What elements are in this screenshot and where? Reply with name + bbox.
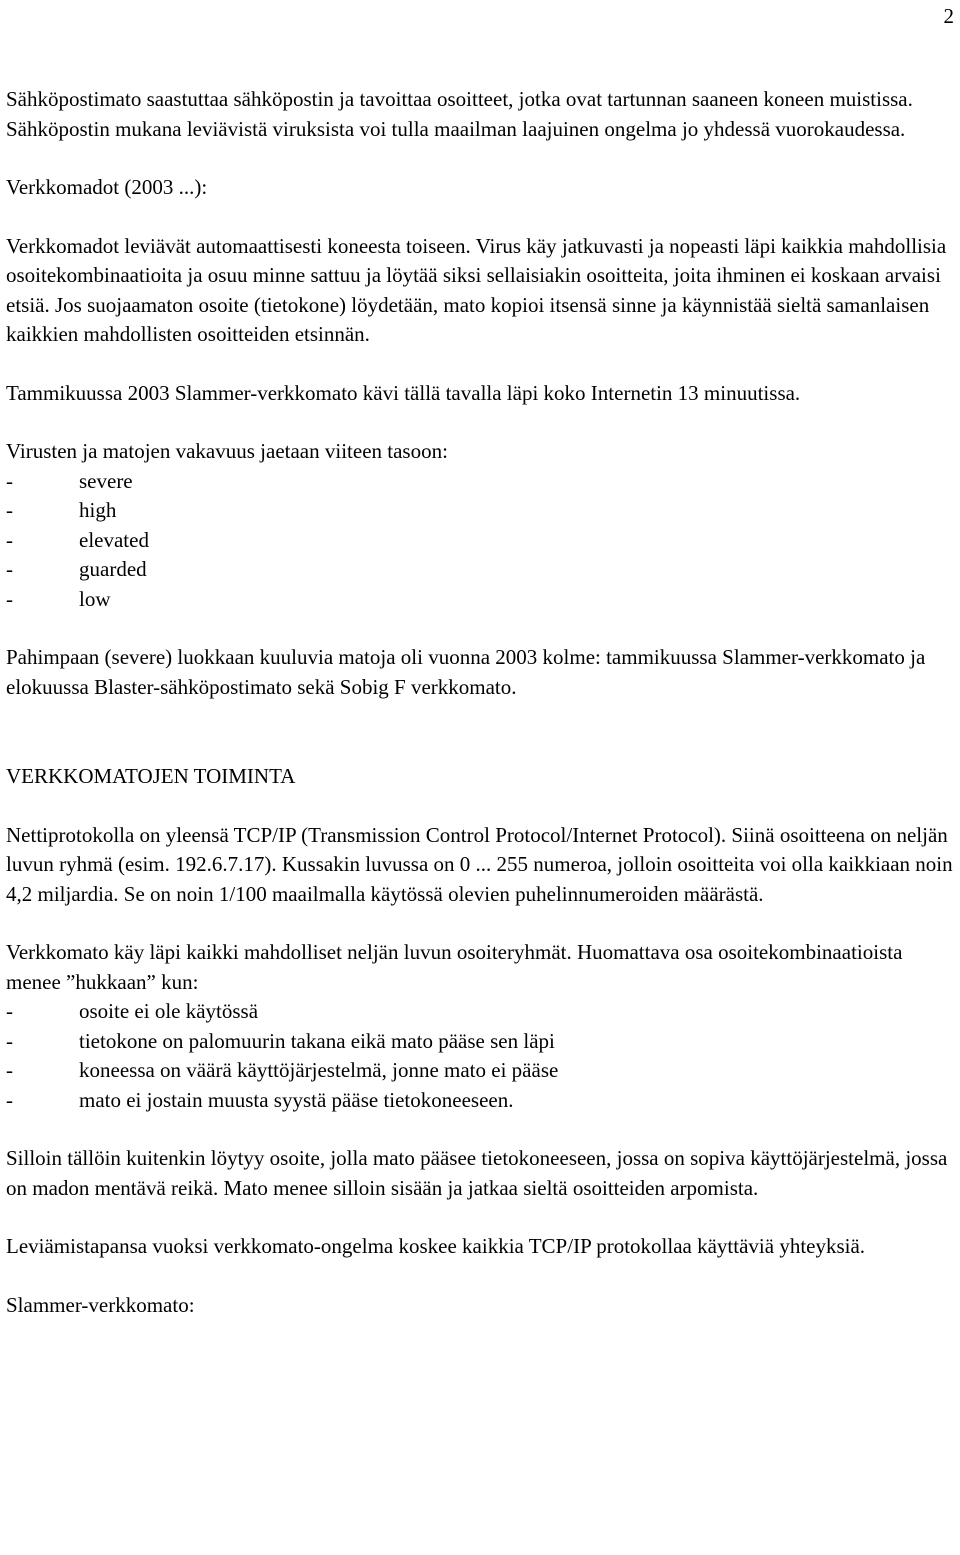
severity-level: elevated bbox=[79, 527, 149, 552]
dash-bullet: - bbox=[6, 586, 13, 611]
dash-bullet: - bbox=[6, 999, 13, 1023]
dash-bullet: - bbox=[6, 1087, 13, 1112]
paragraph-address-groups: Verkkomato käy läpi kaikki mahdolliset neljän luvun osoiteryhmät. Huomattava osa osoitekombinaatioista menee ”hukkaan” kun: bbox=[6, 940, 903, 994]
dash-bullet: - bbox=[6, 498, 13, 522]
dash-bullet: - bbox=[6, 557, 13, 581]
dash-bullet: - bbox=[6, 468, 13, 493]
list-item bbox=[6, 1056, 954, 1086]
list-item bbox=[6, 467, 954, 497]
dash-bullet: - bbox=[6, 1028, 13, 1053]
list-item bbox=[6, 555, 954, 585]
paragraph-tcp-ip-scope: Leviämistapansa vuoksi verkkomato-ongelma koskee kaikkia TCP/IP protokollaa käyttäviä yhteyksiä. bbox=[6, 1234, 866, 1258]
paragraph-tcp-ip: Nettiprotokolla on yleensä TCP/IP (Transmission Control Protocol/Internet Protocol). Siinä osoitteena on neljän luvun ryhmä (esim. 192.6.7.17). Kussakin luvussa on 0 ... 255 numeroa, jolloin osoitteita voi olla kaikkiaan noin 4,2 miljardia. Se on noin 1/100 maailmalla käytössä olevien puhelinnumeroiden määrästä. bbox=[6, 822, 953, 906]
severity-level: high bbox=[79, 498, 117, 522]
list-item bbox=[6, 1027, 954, 1057]
document-body bbox=[6, 85, 954, 1320]
paragraph-network-worms-title: Verkkomadot (2003 ...): bbox=[6, 175, 208, 199]
lost-reason: koneessa on väärä käyttöjärjestelmä, jonne mato ei pääse bbox=[79, 1058, 559, 1082]
section-heading: VERKKOMATOJEN TOIMINTA bbox=[6, 764, 296, 788]
severity-level: guarded bbox=[79, 557, 147, 581]
list-item bbox=[6, 496, 954, 526]
lost-reason: osoite ei ole käytössä bbox=[79, 999, 259, 1023]
list-item bbox=[6, 526, 954, 556]
dash-bullet: - bbox=[6, 527, 13, 552]
list-item bbox=[6, 1086, 954, 1116]
lost-reason: mato ei jostain muusta syystä pääse tietokoneeseen. bbox=[79, 1087, 514, 1112]
paragraph-network-worms: Verkkomadot leviävät automaattisesti koneesta toiseen. Virus käy jatkuvasti ja nopeasti läpi kaikkia mahdollisia osoitekombinaatioita ja osuu minne sattuu ja löytää siksi sellaisiakin osoitteita, joita ihminen ei koskaan arvaisi etsiä. Jos suojaamaton osoite (tietokone) löydetään, mato kopioi itsensä sinne ja käynnistää sieltä samanlaisen kaikkien mahdollisten osoitteiden etsinnän. bbox=[6, 233, 947, 346]
lost-reasons-list bbox=[6, 997, 954, 1115]
list-item bbox=[6, 997, 954, 1027]
lost-reason: tietokone on palomuurin takana eikä mato pääse sen läpi bbox=[79, 1028, 555, 1053]
list-item bbox=[6, 585, 954, 615]
paragraph-slammer-january: Tammikuussa 2003 Slammer-verkkomato kävi tällä tavalla läpi koko Internetin 13 minuutissa. bbox=[6, 380, 801, 405]
paragraph-severe-2003: Pahimpaan (severe) luokkaan kuuluvia matoja oli vuonna 2003 kolme: tammikuussa Slammer-verkkomato ja elokuussa Blaster-sähköpostimato sekä Sobig F verkkomato. bbox=[6, 645, 926, 699]
severity-level: severe bbox=[79, 468, 133, 493]
paragraph-severity-intro: Virusten ja matojen vakavuus jaetaan viiteen tasoon: bbox=[6, 439, 448, 463]
severity-level: low bbox=[79, 586, 111, 611]
paragraph-slammer-title: Slammer-verkkomato: bbox=[6, 1292, 195, 1317]
dash-bullet: - bbox=[6, 1058, 13, 1082]
paragraph-infection: Silloin tällöin kuitenkin löytyy osoite, jolla mato pääsee tietokoneeseen, jossa on sopiva käyttöjärjestelmä, jossa on madon mentävä reikä. Mato menee silloin sisään ja jatkaa sieltä osoitteiden arpomista. bbox=[6, 1146, 948, 1200]
page-number: 2 bbox=[943, 4, 954, 28]
paragraph-email-worm: Sähköpostimato saastuttaa sähköpostin ja tavoittaa osoitteet, jotka ovat tartunnan saaneen koneen muistissa. Sähköpostin mukana leviävistä viruksista voi tulla maailman laajuinen ongelma jo yhdessä vuorokaudessa. bbox=[6, 87, 913, 141]
severity-list bbox=[6, 467, 954, 615]
